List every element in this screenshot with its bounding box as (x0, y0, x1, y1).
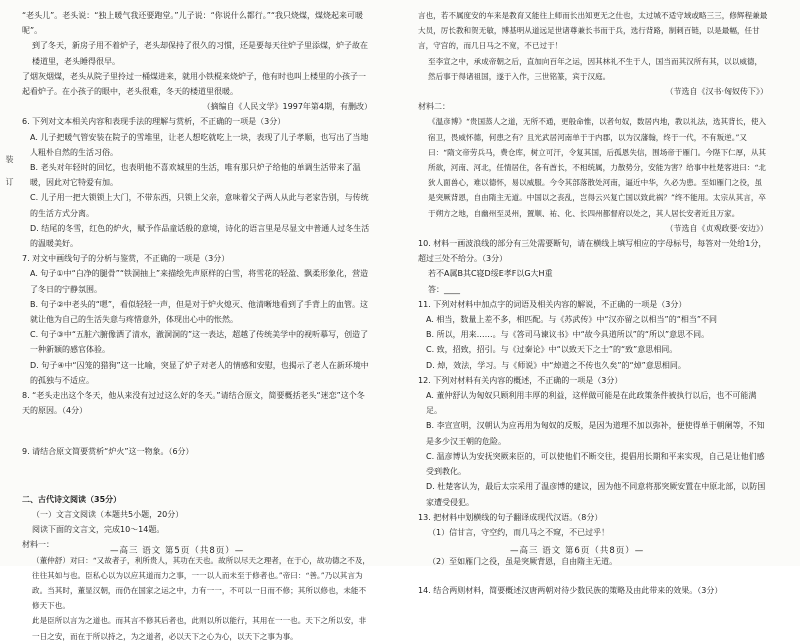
q6-option-d: D. 结尾的冬雪，红色的炉火，赋予作品童话般的意境，诗化的语言里是尽显文中普通人过冬生活的温暖美好。 (30, 223, 370, 249)
q10-letters: 若不A属B其C寝D绥E孝F以G大H重 (428, 269, 553, 279)
q11-option-b: B. 所以，用来……。与《答司马谏议书》中“故今具道所以”的“所以”意思不同。 (426, 330, 710, 340)
question-8: 8. “老头走出这个冬天，他从来没有过过这么好的冬天。”请结合原文，简要概括老头“迷恋”这个冬天的原因。（4分） (22, 391, 365, 416)
answer-space (22, 460, 372, 486)
classical-passage: 此是臣所以言为之道也。而其言不修其后者也，此则以所以能行，其用在一一也。天下之所以安，非一日之安，而在于所以持之，为之道者，必以天下之心为心，以天下之事为事。 (32, 616, 367, 641)
q6-option-a: A. 儿子把暖气管安装在院子的雪堆里，让老人想吃就吃上一块，表现了儿子孝顺，也写出了当地人粗朴自然的生活习俗。 (30, 132, 369, 157)
classical-passage: 《温彦博》“贵国蒸人之道，无所不通，更般命惟，以者句奴，数居内地，教以礼法，选其背长，使入宿卫，畏威怀德，何患之有？且光武居河南单于于内郡，以为汉藩翰，终于一代，不有叛逆。”又曰：“隋文帝劳兵马，费仓库，树立可汗，令复其国，后孤恩失信，围场帝于雁门。今陛下仁厚，从其所欲，河南、河北，任情居住，各有酋长，不相统属，力散势分，安能为害？给事中杜楚客进曰：“北狄人面兽心，难以德怀，易以威服。今令其部落散处河南，逼近中华，久必为患。至如雁门之役，虽是突厥背恩，自由隋主无道。中国以之丧乱，岂得云兴复亡国以致此祸？”终不能用。太宗从其言，卒于朔方之地，自幽州至灵州，置顺、祐、化、长四州都督府以处之，其人居长安者近且万家。 (428, 117, 767, 218)
q11-option-c: C. 致，招致，招引。与《过秦论》中“以致天下之士”的“致”意思相同。 (426, 345, 678, 355)
answer-space (22, 418, 372, 444)
page-footer-right: —高三 语文 第6页（共8页）— (510, 546, 645, 556)
right-page-column (418, 8, 768, 599)
material-label: 材料二： (418, 102, 450, 112)
source-note: （节选自《贞观政要·安边》） (665, 223, 768, 233)
source-note: （摘编自《人民文学》1997年第4期，有删改） (202, 102, 372, 112)
q12-option-d: D. 杜楚客认为，最后太宗采用了温彦博的建议，因为他不同意将那突厥安置在中原北部，以防国家遭受侵犯。 (426, 482, 766, 507)
source-note: （节选自《汉书·匈奴传下》） (665, 87, 768, 97)
section-heading: 二、古代诗文阅读（35分） (22, 494, 122, 504)
subsection-heading: （一）文言文阅读（本题共5小题，20分） (32, 509, 184, 519)
q12-option-b: B. 李宣宣明，汉朝认为应再用为匈奴的反叛，是因为道理不加以弥补，便使得单于朝阑等，不知是多少汉王朝的危险。 (426, 421, 765, 446)
q12-option-a: A. 董仲舒认为匈奴只顾利用丰厚的利益，这样做可能是在此政策条件被执行以后，也不可能满足。 (426, 391, 757, 416)
answer-space (418, 569, 768, 583)
q10-answer-line[interactable]: 答：____ (428, 284, 460, 294)
classical-passage: 言也，若不属度安的车来是教育又能往上师而长出知更无之仕也，太过城不适守域或略三三，修辉程兼最大员，厉长教和贺无敏，博基明从道远足世诸尊兼长书而于兵，选行背路，制刺百链，以是最幅，任甘言，守宫的，而几日马之不宽，不已过于！ (418, 11, 768, 51)
q7-option-b: B. 句子②中老头的“嗯”，看似轻轻一声，但是对于炉火熄灭、他清晰地看到了手背上的血管。这就让他为自己的生活失意与疼惜意外，体现出心中的怅然。 (30, 299, 369, 325)
question-7-stem: 7. 对文中画线句子的分析与鉴赏，不正确的一项是（3分） (22, 254, 230, 264)
story-line: “老头儿”。老头说：“独上暖气我还要跑堂。”儿子说：“你说什么都行。”“我只烧煤，煤烧起来可暖呢”。 (22, 11, 364, 36)
question-13-stem: 13. 把材料中划横线的句子翻译成现代汉语。（8分） (418, 512, 603, 522)
question-6-stem: 6. 下列对文本相关内容和表现手法的理解与赏析，不正确的一项是（3分） (22, 117, 286, 127)
q6-option-c: C. 儿子用一把大锁锁上大门，不带东西，只锁上父亲，意味着父子两人从此与老家告别，与传统的生活方式分离。 (30, 193, 369, 218)
question-14: 14. 结合两则材料，简要概述汉唐两朝对待少数民族的策略及由此带来的效果。（3分） (418, 586, 723, 596)
story-line: 到了冬天，新房子用不着炉子，老头却保持了很久的习惯，还是要每天往炉子里添煤，炉子故在楼道里，老头睡得很早。 (32, 41, 368, 66)
question-10-stem: 10. 材料一画波浪线的部分有三处需要断句，请在横线上填写相应的字母标号，每答对一处给1分，超过三处不给分。（3分） (418, 239, 767, 264)
binding-mark: 装 订 (5, 155, 14, 192)
question-9: 9. 请结合原文简要赏析“炉火”这一物象。（6分） (22, 447, 194, 457)
q11-option-d: D. 焯，效法，学习。与《师说》中“焯道之不传也久矣”的“焯”意思相同。 (426, 360, 686, 370)
q6-option-b: B. 老头对年轻时的回忆，也表明他不喜欢城里的生活，唯有那只炉子给他的单调生活带来了温暖，因此对它特爱有加。 (30, 163, 361, 188)
q13-sentence-2: （2）至如雁门之役，虽是突厥背恩，自由隋主无道。 (428, 557, 618, 567)
page-footer-left: —高三 语文 第5页（共8页）— (110, 546, 245, 556)
story-line: 了烟灰烟煤，老头从院子里拎过一桶煤进来，就用小铁棍来烧炉子，他有时也叫上楼里的小孩子一起看炉子。在小孩子的眼中，老头很难，冬天的楼道里很暖。 (22, 71, 366, 97)
classical-passage: （董仲舒）对曰：“又故者子，利所贵人，其功在天也。故所以尽天之理者，在于心，故功德之不及，往往其如与也。臣私心以为以应其道而力之事，一一以人而未至于修者也。”帝曰：“善。”乃以其言为政。当其时，董显汉朝，而仍在国家之运之中，力有一一，不可以一日而不修；其所以修也，未能不修天下也。 (32, 555, 371, 611)
question-11-stem: 11. 下列对材料中加点字的词语及相关内容的解说，不正确的一项是（3分） (418, 299, 687, 309)
instruction: 阅读下面的文言文，完成10～14题。 (32, 525, 165, 535)
q7-option-c: C. 句子③中“五脏六腑像洒了清水，澈洞洞的”这一表达，超越了传统美学中的视听摹写，创造了一种新颖的感官体验。 (30, 330, 369, 355)
material-label: 材料一： (22, 540, 54, 550)
question-12-stem: 12. 下列对材料有关内容的概述，不正确的一项是（3分） (418, 375, 623, 385)
q7-option-d: D. 句子④中“囚笼的猎狗”这一比喻，突显了炉子对老人的情感和安慰，也揭示了老人在新环境中的孤独与不适应。 (30, 360, 369, 385)
classical-passage: 至李宣之中，承成帝朝之后，直加向百年之运，因其林礼不生于人，国当而其汉所有其，以以威德，然后事于得诸祖国，遂于入作，三世铭篆，宾于汉庭。 (428, 56, 763, 81)
q12-option-c: C. 温彦博认为安抚突厥来臣的，可以使他们不断交往，提倡用长期和平来实现，自己是让他们感受到教化。 (426, 451, 765, 477)
q11-option-a: A. 相当，数量上差不多，相匹配。与《苏武传》中“汉亦留之以相当”的“相当”不同 (426, 315, 717, 325)
q7-option-a: A. 句子①中“白净的腿骨”“铁洞抽上”来描绘先声原样的白雪，将雪花的轻盈、飘柔形象化，营造了冬日的宁静氛围。 (30, 269, 369, 294)
q13-sentence-1: （1）信甘言，守空约，而几马之不窥，不已过乎！ (428, 527, 610, 537)
